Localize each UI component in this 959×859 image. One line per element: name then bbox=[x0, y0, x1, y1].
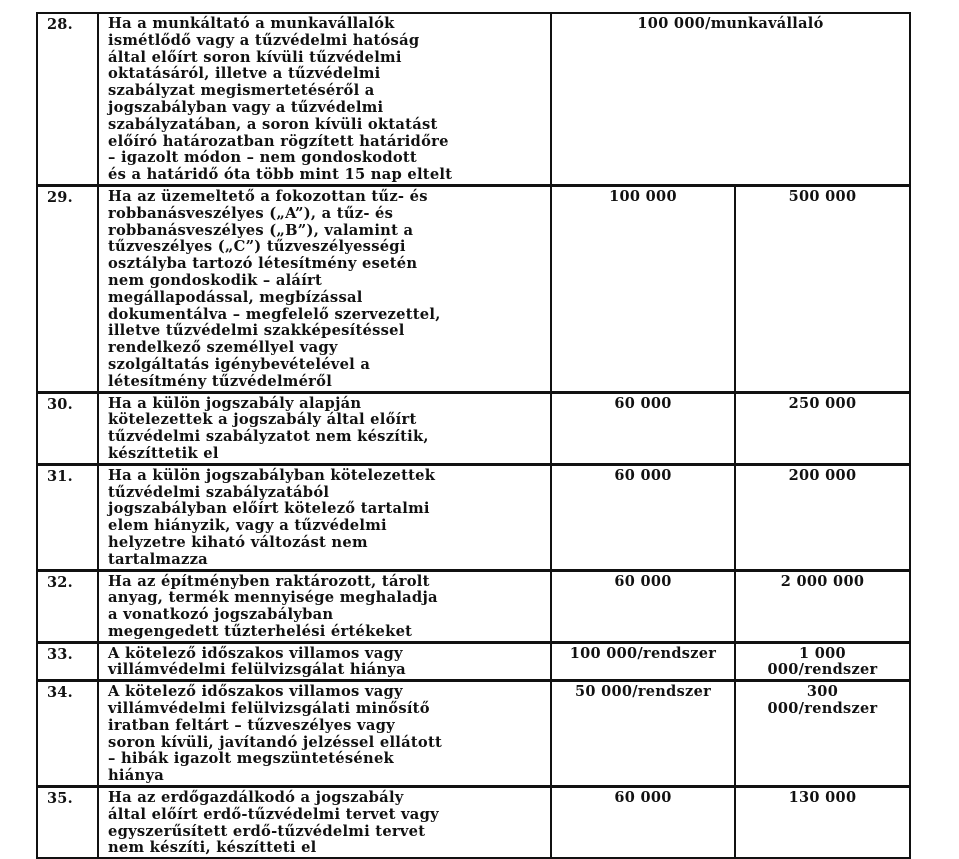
row-number-cell bbox=[37, 570, 98, 642]
description-cell bbox=[98, 392, 551, 464]
row-description: Ha az építményben raktározott, tárolt anyag, termék mennyisége meghaladja a vonatkozó jogszabályban megengedett tűzterhelési értékeket bbox=[108, 572, 438, 640]
max-fine-cell bbox=[735, 464, 910, 570]
description-cell bbox=[98, 570, 551, 642]
row-number-cell bbox=[37, 787, 98, 859]
max-fine-cell bbox=[735, 787, 910, 859]
row-description: Ha a munkáltató a munkavállalók ismétlődő vagy a tűzvédelmi hatóság által előírt soron kívüli tűzvédelmi oktatásáról, illetve a tűzvédelmi szabályzat megismertetéséről a jogszabályban vagy a tűzvédelmi szabályzatában, a soron kívüli oktatást előíró határozatban rögzített határidőre – igazolt módon – nem gondoskodott és a határidő óta több mint 15 nap eltelt bbox=[108, 15, 453, 184]
table-row bbox=[37, 392, 910, 464]
max-fine: 130 000 bbox=[788, 789, 857, 807]
row-number: 28. bbox=[47, 16, 73, 33]
row-number: 34. bbox=[47, 684, 73, 702]
table-row bbox=[37, 464, 910, 570]
amount-cell bbox=[551, 13, 910, 185]
row-number: 29. bbox=[47, 188, 73, 206]
description-cell bbox=[98, 13, 551, 185]
row-number: 30. bbox=[47, 395, 73, 413]
row-description: A kötelező időszakos villamos vagy villámvédelmi felülvizsgálat hiánya bbox=[108, 644, 406, 679]
max-fine: 2 000 000 bbox=[780, 572, 865, 590]
row-number-cell bbox=[37, 681, 98, 787]
min-fine-cell bbox=[551, 392, 735, 464]
max-fine-cell bbox=[735, 642, 910, 681]
min-fine: 60 000 bbox=[614, 572, 672, 590]
min-fine-cell bbox=[551, 642, 735, 681]
max-fine: 200 000 bbox=[788, 466, 857, 484]
min-fine-cell bbox=[551, 185, 735, 392]
description-cell bbox=[98, 464, 551, 570]
max-fine: 300 000/rendszer bbox=[767, 683, 878, 718]
min-fine: 100 000/rendszer bbox=[569, 644, 717, 662]
description-cell bbox=[98, 681, 551, 787]
row-number-cell bbox=[37, 13, 98, 185]
max-fine: 500 000 bbox=[788, 187, 857, 205]
max-fine: 1 000 000/rendszer bbox=[767, 644, 878, 679]
fine-amount: 100 000/munkavállaló bbox=[637, 15, 824, 32]
max-fine-cell bbox=[735, 570, 910, 642]
max-fine: 250 000 bbox=[788, 394, 857, 412]
description-cell bbox=[98, 787, 551, 859]
table-row bbox=[37, 642, 910, 681]
table-row bbox=[37, 185, 910, 392]
row-number-cell bbox=[37, 642, 98, 681]
row-number-cell bbox=[37, 392, 98, 464]
table-row bbox=[37, 787, 910, 859]
row-description: Ha az erdőgazdálkodó a jogszabály által előírt erdő-tűzvédelmi tervet vagy egyszerűsített erdő-tűzvédelmi tervet nem készíti, készítteti el bbox=[108, 789, 439, 857]
row-description: Ha a külön jogszabályban kötelezettek tűzvédelmi szabályzatából jogszabályban előírt kötelező tartalmi elem hiányzik, vagy a tűzvédelmi helyzetre kiható változást nem tartalmazza bbox=[108, 466, 436, 568]
row-number: 31. bbox=[47, 467, 73, 485]
description-cell bbox=[98, 642, 551, 681]
table-row bbox=[37, 570, 910, 642]
max-fine-cell bbox=[735, 185, 910, 392]
row-description: Ha az üzemeltető a fokozottan tűz- és robbanásveszélyes („A”), a tűz- és robbanásveszélyes („B”), valamint a tűzveszélyes („C”) tűzveszélyességi osztályba tartozó létesítmény esetén nem gondoskodik – aláírt megállapodással, megbízással dokumentálva – megfelelő szervezettel, illetve tűzvédelmi szakképesítéssel rendelkező személlyel vagy szolgáltatás igénybevételével a létesítmény tűzvédelméről bbox=[108, 187, 441, 390]
row-number-cell bbox=[37, 185, 98, 392]
min-fine-cell bbox=[551, 787, 735, 859]
table-row bbox=[37, 681, 910, 787]
min-fine: 100 000 bbox=[609, 187, 677, 205]
row-description: A kötelező időszakos villamos vagy villámvédelmi felülvizsgálati minősítő iratban feltárt – tűzveszélyes vagy soron kívüli, javítandó jelzéssel ellátott – hibák igazolt megszüntetésének hiánya bbox=[108, 683, 443, 785]
fines-table bbox=[36, 12, 911, 859]
min-fine-cell bbox=[551, 681, 735, 787]
max-fine-cell bbox=[735, 681, 910, 787]
row-number: 32. bbox=[47, 573, 73, 591]
description-cell bbox=[98, 185, 551, 392]
min-fine: 50 000/rendszer bbox=[574, 683, 712, 701]
min-fine: 60 000 bbox=[614, 466, 672, 484]
min-fine: 60 000 bbox=[614, 789, 672, 807]
min-fine-cell bbox=[551, 464, 735, 570]
row-number: 35. bbox=[47, 790, 73, 808]
max-fine-cell bbox=[735, 392, 910, 464]
row-description: Ha a külön jogszabály alapján kötelezettek a jogszabály által előírt tűzvédelmi szabályzatot nem készítik, készíttetik el bbox=[108, 394, 429, 462]
table-row bbox=[37, 13, 910, 185]
row-number-cell bbox=[37, 464, 98, 570]
min-fine-cell bbox=[551, 570, 735, 642]
row-number: 33. bbox=[47, 645, 73, 663]
min-fine: 60 000 bbox=[614, 394, 672, 412]
